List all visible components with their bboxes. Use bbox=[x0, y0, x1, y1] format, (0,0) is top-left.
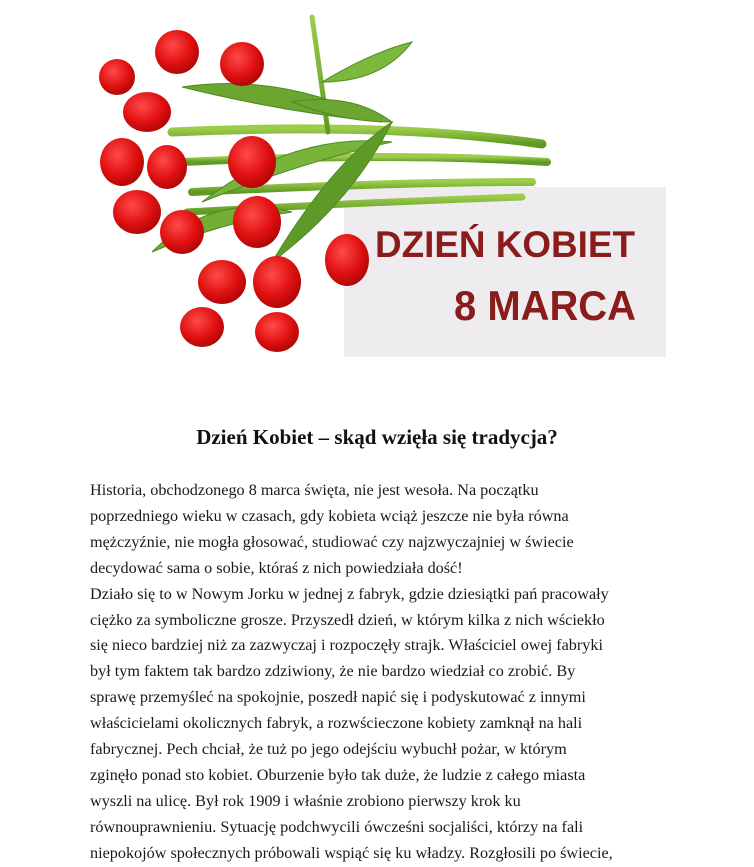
article-line: ciężko za symboliczne grosze. Przyszedł dzień, w którym kilka z nich wściekło bbox=[90, 610, 605, 629]
banner-title-line1: DZIEŃ KOBIET bbox=[375, 224, 636, 265]
article-line: sprawę przemyśleć na spokojnie, poszedł napić się i podyskutować z innymi bbox=[90, 688, 586, 707]
banner-title-line2: 8 MARCA bbox=[454, 282, 636, 329]
article-line: wyszli na ulicę. Był rok 1909 i właśnie zrobiono pierwszy krok ku bbox=[90, 791, 521, 810]
article-line: się nieco bardziej niż za zazwyczaj i rozpoczęły strajk. Właściciel owej fabryki bbox=[90, 636, 603, 655]
article-line: był tym faktem tak bardzo zdziwiony, że nie bardzo wiedział co zrobić. By bbox=[90, 662, 576, 681]
article-line: poprzedniego wieku w czasach, gdy kobieta wciąż jeszcze nie była równa bbox=[90, 506, 569, 525]
article-line: Działo się to w Nowym Jorku w jednej z fabryk, gdzie dziesiątki pań pracowały bbox=[90, 584, 609, 603]
text-panel bbox=[344, 187, 666, 357]
article-line: zginęło ponad sto kobiet. Oburzenie było tak duże, że ludzie z całego miasta bbox=[90, 765, 586, 784]
article-line: mężczyźnie, nie mogła głosować, studiować czy najzwyczajniej w świecie bbox=[90, 532, 574, 551]
tulip-banner-image bbox=[92, 12, 666, 357]
article-body bbox=[90, 478, 690, 867]
article-line: decydować sama o sobie, któraś z nich powiedziała dość! bbox=[90, 558, 463, 577]
article-line: równouprawnieniu. Sytuację podchwycili ówcześni socjaliści, którzy na fali bbox=[90, 817, 584, 836]
article-line: fabrycznej. Pech chciał, że tuż po jego odejściu wybuchł pożar, w którym bbox=[90, 740, 567, 759]
article-line: niepokojów społecznych próbowali wspiąć się ku władzy. Rozgłosili po świecie, bbox=[90, 843, 613, 862]
article-heading: Dzień Kobiet – skąd wzięła się tradycja? bbox=[196, 425, 558, 449]
tulip-bouquet-illustration bbox=[92, 12, 666, 357]
article-line: właścicielami okolicznych fabryk, a rozwścieczone kobiety zamknął na hali bbox=[90, 714, 583, 733]
article-line: Historia, obchodzonego 8 marca święta, nie jest wesoła. Na początku bbox=[90, 481, 539, 499]
